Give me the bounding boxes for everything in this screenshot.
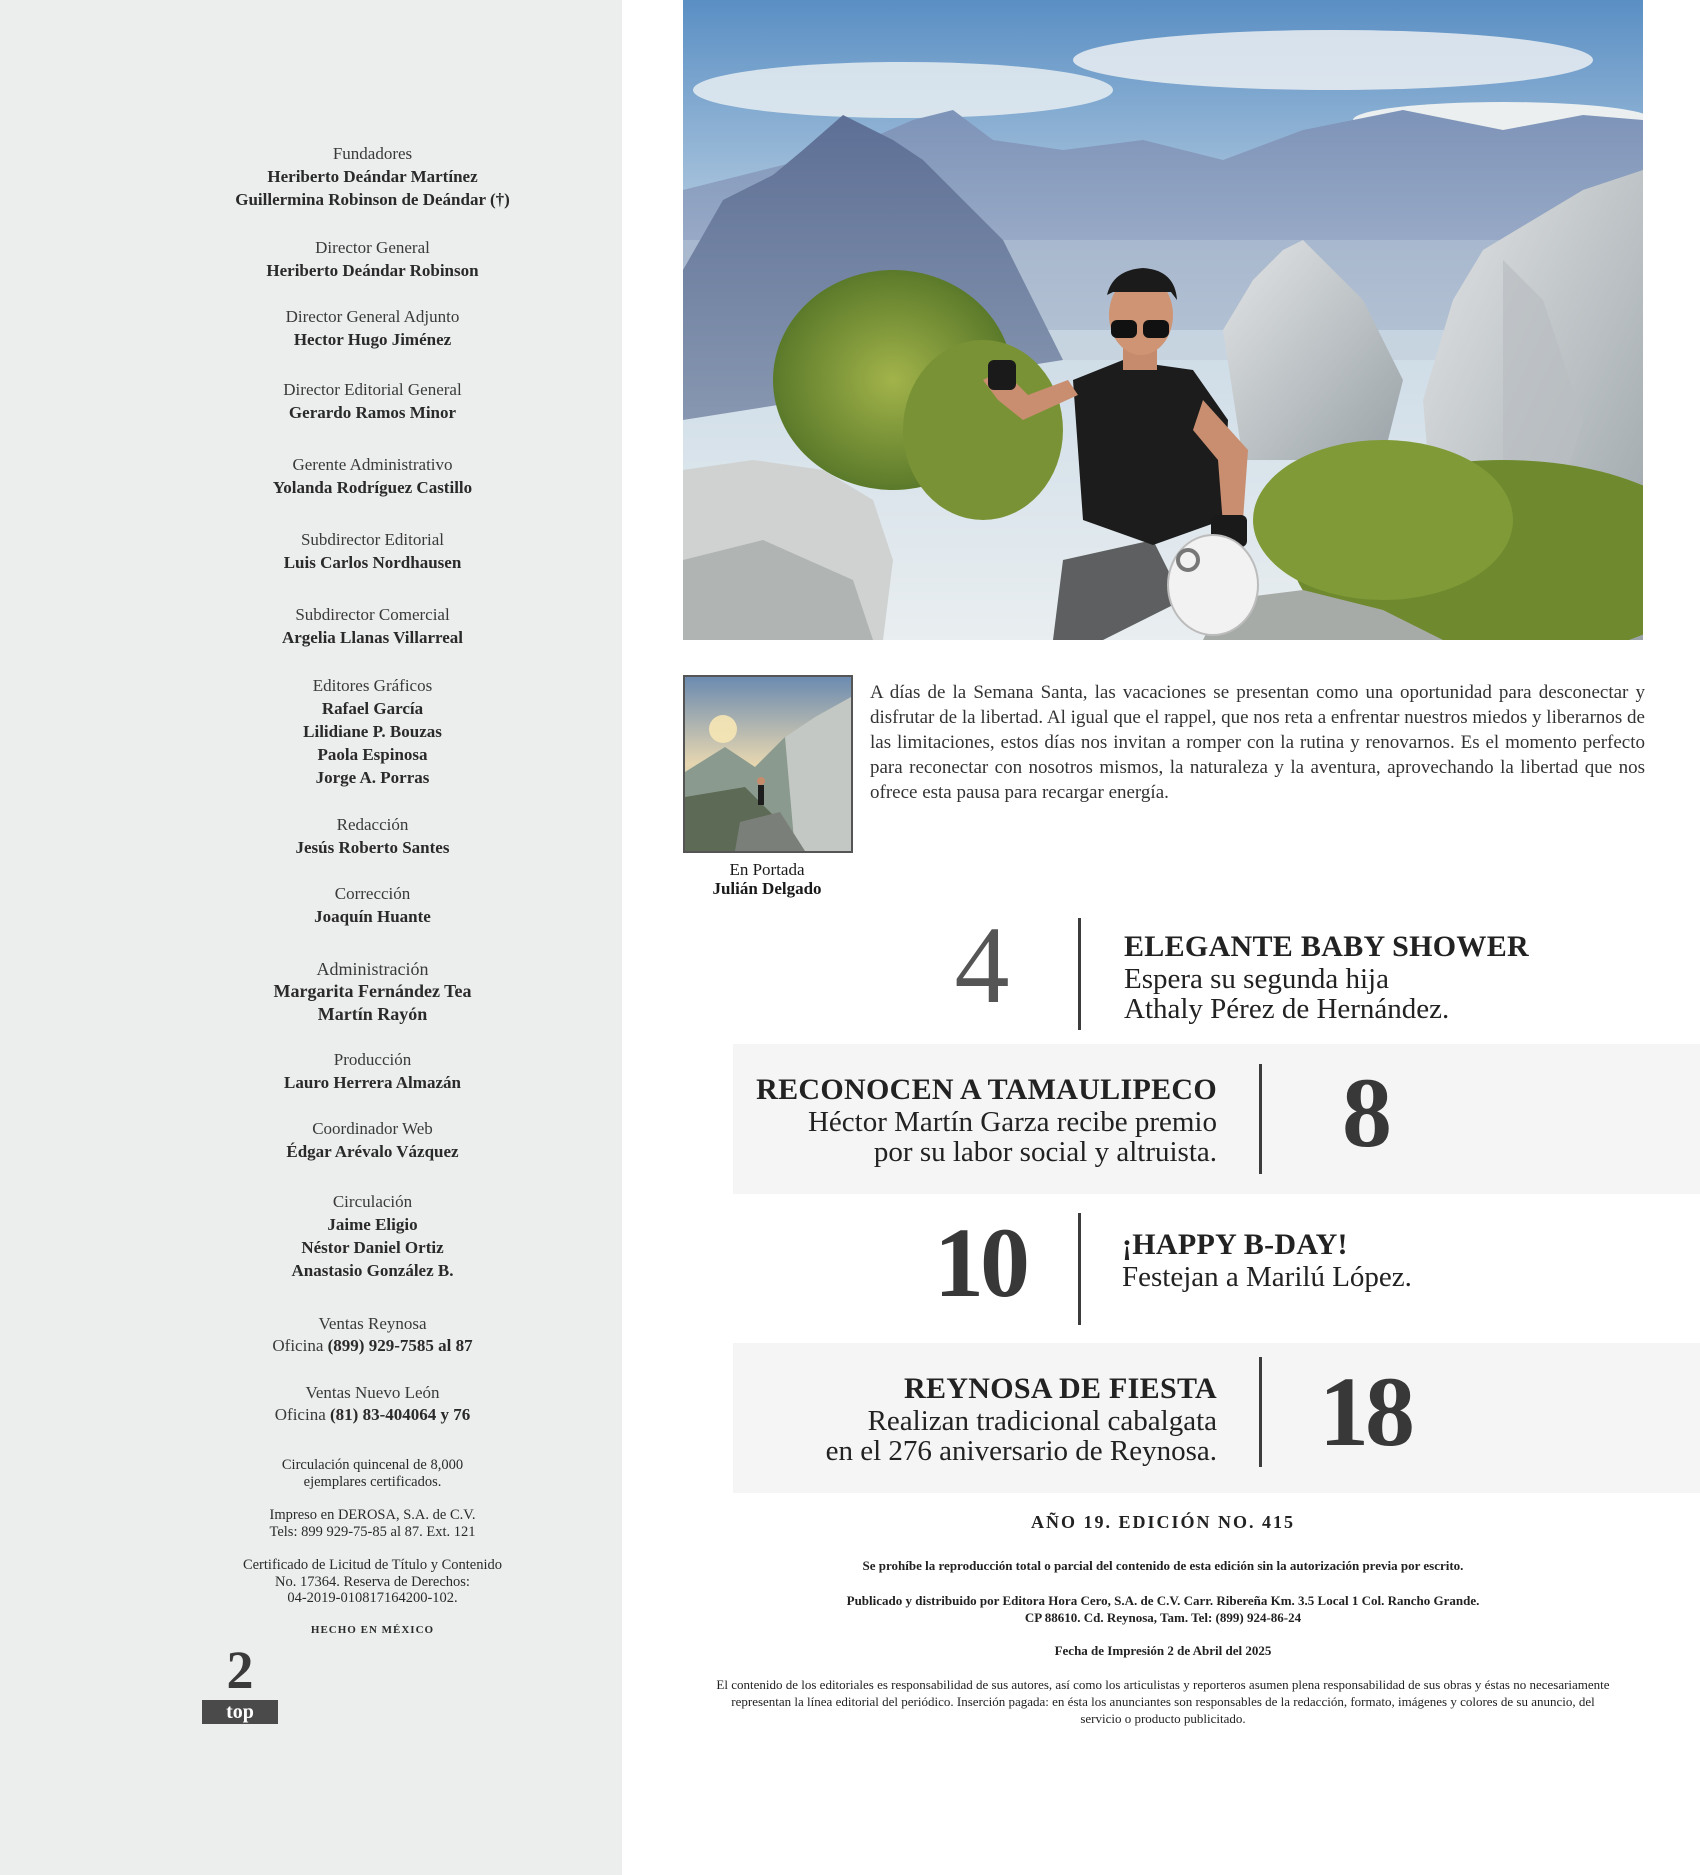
publisher-line: CP 88610. Cd. Reynosa, Tam. Tel: (899) 924-86-24 (1024, 1610, 1302, 1625)
staff-editores (0, 675, 745, 789)
staff-director-general (0, 237, 745, 282)
cover-photo (683, 0, 1643, 640)
toc-divider (1259, 1357, 1262, 1467)
note-line: Certificado de Licitud de Título y Contenido (242, 1557, 503, 1573)
staff-name: Gerardo Ramos Minor (288, 403, 457, 422)
cover-thumbnail (683, 675, 853, 853)
page-number: 2 (226, 1640, 254, 1700)
staff-role: Coordinador Web (312, 1119, 433, 1138)
staff-web (0, 1118, 745, 1163)
staff-role: Director Editorial General (283, 380, 462, 399)
page-tag: top (202, 1700, 278, 1724)
toc-entry[interactable] (720, 1372, 1217, 1466)
toc-subtitle: en el 276 aniversario de Reynosa. (825, 1435, 1217, 1467)
staff-role: Corrección (334, 884, 411, 903)
staff-founders (0, 143, 745, 211)
toc-subtitle: Realizan tradicional cabalgata (867, 1405, 1217, 1437)
toc-subtitle: por su labor social y altruista. (873, 1136, 1217, 1168)
staff-director-adjunto (0, 306, 745, 351)
staff-name: Rafael García (321, 699, 424, 718)
made-in-mexico: HECHO EN MÉXICO (310, 1624, 435, 1636)
toc-subtitle: Héctor Martín Garza recibe premio (807, 1106, 1217, 1138)
staff-name: Lauro Herrera Almazán (284, 1073, 461, 1092)
staff-name: Joaquín Huante (314, 907, 431, 926)
phone-prefix: Oficina (274, 1405, 326, 1424)
staff-redaccion (0, 814, 745, 859)
staff-phone-line (0, 1335, 745, 1357)
staff-correccion (0, 883, 745, 928)
staff-ventas-reynosa (0, 1313, 745, 1357)
phone-prefix: Oficina (272, 1336, 324, 1355)
staff-name: Luis Carlos Nordhausen (283, 553, 462, 572)
toc-entry[interactable] (1122, 1228, 1602, 1292)
staff-role: Producción (333, 1050, 412, 1069)
staff-phone-line (0, 1404, 745, 1426)
toc-title: ELEGANTE BABY SHOWER (1124, 930, 1529, 963)
staff-name: Jaime Eligio (327, 1215, 418, 1234)
staff-role: Editores Gráficos (312, 676, 433, 695)
staff-name: Martín Rayón (317, 1004, 428, 1024)
staff-role: Administración (316, 959, 429, 979)
note-line: Tels: 899 929-75-85 al 87. Ext. 121 (269, 1523, 476, 1540)
staff-name: Heriberto Deándar Robinson (266, 261, 479, 280)
staff-role: Ventas Nuevo León (305, 1383, 440, 1402)
staff-administracion (0, 958, 745, 1026)
publisher-info (683, 1592, 1643, 1626)
publisher-line: Publicado y distribuido por Editora Hora Cero, S.A. de C.V. Carr. Ribereña Km. 3.5 Local 1 Col. Rancho Grande. (846, 1593, 1480, 1608)
staff-role: Director General Adjunto (285, 307, 460, 326)
note-line: Circulación quincenal de 8,000 (281, 1457, 464, 1473)
staff-role: Subdirector Comercial (295, 605, 450, 624)
staff-produccion (0, 1049, 745, 1094)
staff-role: Subdirector Editorial (300, 530, 445, 549)
staff-name: Jesús Roberto Santes (295, 838, 450, 857)
cover-caption-name: Julián Delgado (712, 879, 822, 898)
toc-entry[interactable] (1124, 930, 1604, 1024)
staff-name: Yolanda Rodríguez Castillo (272, 478, 473, 497)
note-line: 04-2019-010817164200-102. (287, 1590, 458, 1606)
staff-name: Anastasio González B. (291, 1261, 454, 1280)
staff-gerente (0, 454, 745, 499)
toc-page-number: 8 (1342, 1057, 1388, 1168)
edition-label: AÑO 19. EDICIÓN NO. 415 (1030, 1512, 1295, 1532)
toc-subtitle: Festejan a Marilú López. (1122, 1261, 1412, 1293)
cover-caption (683, 860, 851, 898)
toc-entry[interactable] (720, 1073, 1217, 1167)
toc-title: RECONOCEN A TAMAULIPECO (756, 1073, 1217, 1106)
staff-role: Redacción (336, 815, 409, 834)
staff-subdirector-editorial (0, 529, 745, 574)
staff-role: Ventas Reynosa (318, 1314, 427, 1333)
print-date: Fecha de Impresión 2 de Abril del 2025 (1054, 1643, 1272, 1658)
toc-divider (1078, 918, 1081, 1030)
circulation-note (0, 1457, 745, 1490)
certificate-note (0, 1557, 745, 1607)
staff-ventas-nl (0, 1382, 745, 1426)
toc-page-number: 4 (954, 904, 1006, 1026)
staff-name: Margarita Fernández Tea (273, 981, 472, 1001)
toc-divider (1078, 1213, 1081, 1325)
staff-name: Lilidiane P. Bouzas (303, 722, 442, 741)
staff-name: Guillermina Robinson de Deándar (†) (235, 190, 510, 209)
note-line: No. 17364. Reserva de Derechos: (275, 1573, 470, 1590)
staff-name: Argelia Llanas Villarreal (281, 628, 463, 647)
printer-note (0, 1507, 745, 1540)
phone-number: (81) 83-404064 y 76 (330, 1405, 471, 1424)
note-line: Impreso en DEROSA, S.A. de C.V. (269, 1507, 476, 1523)
staff-subdirector-comercial (0, 604, 745, 649)
staff-name: Jorge A. Porras (315, 768, 430, 787)
toc-title: REYNOSA DE FIESTA (904, 1372, 1217, 1405)
staff-circulacion (0, 1191, 745, 1282)
toc-subtitle: Athaly Pérez de Hernández. (1124, 993, 1450, 1025)
note-line: ejemplares certificados. (303, 1473, 442, 1490)
toc-title: ¡HAPPY B-DAY! (1122, 1228, 1348, 1261)
toc-page-number: 18 (1319, 1356, 1411, 1467)
cover-caption-label: En Portada (729, 860, 805, 879)
staff-role: Fundadores (332, 144, 413, 163)
staff-name: Édgar Arévalo Vázquez (286, 1142, 459, 1161)
toc-page-number: 10 (934, 1207, 1026, 1318)
disclaimer: El contenido de los editoriales es responsabilidad de sus autores, así como los articulistas y reporteros asumen plena responsabilidad de sus obras y éstas no necesariamente representan la línea editorial del periódico. Inserción pagada: en ésta los anunciantes son responsables de la redacción, formato, imágenes y colores de su anuncio, del servicio o producto publicitado. (716, 1677, 1610, 1726)
staff-role: Circulación (332, 1192, 413, 1211)
toc-divider (1259, 1064, 1262, 1174)
staff-name: Néstor Daniel Ortiz (301, 1238, 444, 1257)
phone-number: (899) 929-7585 al 87 (327, 1336, 473, 1355)
staff-name: Hector Hugo Jiménez (293, 330, 452, 349)
staff-name: Paola Espinosa (317, 745, 428, 764)
staff-director-editorial (0, 379, 745, 424)
staff-name: Heriberto Deándar Martínez (267, 167, 478, 186)
staff-role: Gerente Administrativo (292, 455, 453, 474)
staff-role: Director General (315, 238, 430, 257)
intro-paragraph: A días de la Semana Santa, las vacaciones se presentan como una oportunidad para desconectar y disfrutar de la libertad. Al igual que el rappel, que nos reta a enfrentar nuestros miedos y liberarnos de las limitaciones, estos días nos invitan a romper con la rutina y renovarnos. Es el momento perfecto para reconectar con nosotros mismos, la naturaleza y la aventura, aprovechando la libertad que nos ofrece esta pausa para recargar energía. (870, 682, 1645, 803)
prohibition-notice: Se prohíbe la reproducción total o parcial del contenido de esta edición sin la autorización previa por escrito. (862, 1558, 1464, 1573)
toc-subtitle: Espera su segunda hija (1124, 963, 1389, 995)
